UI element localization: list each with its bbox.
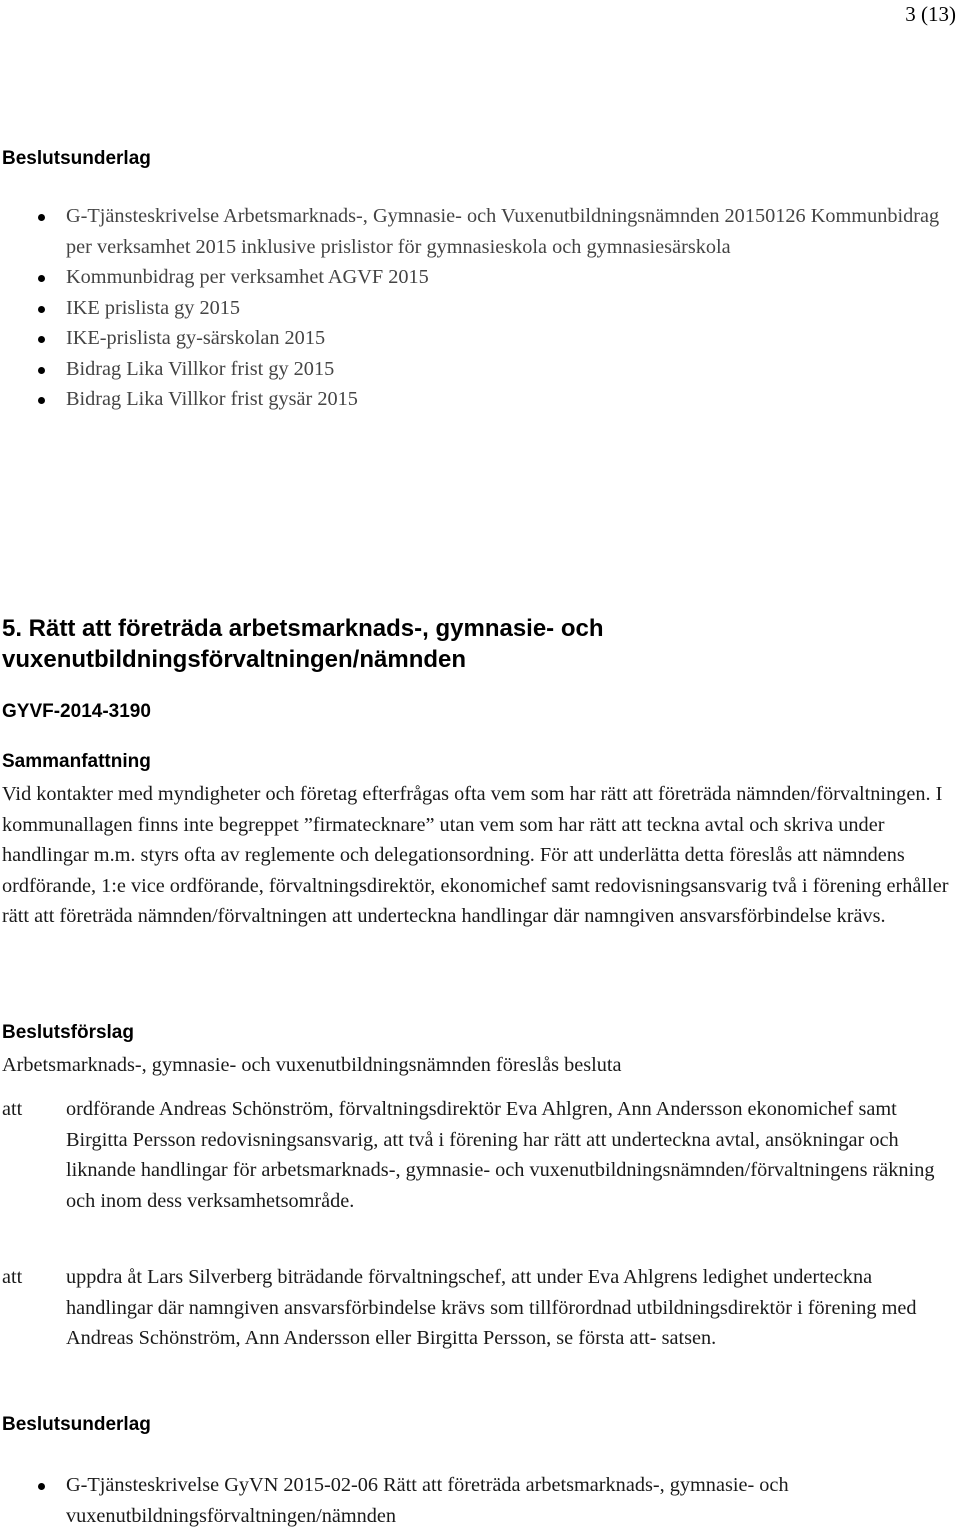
list-item: G-Tjänsteskrivelse GyVN 2015-02-06 Rätt att företräda arbetsmarknads-, gymnasie- och vuxenutbildningsförvaltningen/nämnden (2, 1470, 957, 1531)
proposal-intro: Arbetsmarknads-, gymnasie- och vuxenutbildningsnämnden föreslås besluta (2, 1054, 622, 1076)
section-heading-beslutsunderlag: Beslutsunderlag (2, 148, 151, 169)
list-item: Kommunbidrag per verksamhet AGVF 2015 (2, 262, 957, 293)
att-label: att (2, 1266, 23, 1288)
list-item: Bidrag Lika Villkor frist gy 2015 (2, 354, 957, 385)
list-item: Bidrag Lika Villkor frist gysär 2015 (2, 384, 957, 415)
att-text: uppdra åt Lars Silverberg biträdande förvaltningschef, att under Eva Ahlgrens ledighet underteckna handlingar där namngiven ansvarsförbindelse krävs som tillförordnad utbildningsdirektör i förening med Andreas Schönström, Ann Andersson eller Birgitta Persson, se första att- satsen. (66, 1266, 917, 1349)
page-number: 3 (13) (905, 2, 956, 26)
summary-heading: Sammanfattning (2, 751, 151, 772)
decision-basis-list-2 (2, 1470, 957, 1531)
section-title: 5. Rätt att företräda arbetsmarknads-, gymnasie- och vuxenutbildningsförvaltningen/nämnden (2, 615, 604, 673)
att-label: att (2, 1098, 23, 1120)
list-item: G-Tjänsteskrivelse Arbetsmarknads-, Gymnasie- och Vuxenutbildningsnämnden 20150126 Kommunbidrag per verksamhet 2015 inklusive prislistor för gymnasieskola och gymnasiesärskola (2, 201, 957, 262)
case-number: GYVF-2014-3190 (2, 701, 151, 722)
att-clause (2, 1262, 957, 1354)
list-item: IKE prislista gy 2015 (2, 293, 957, 324)
att-clause (2, 1094, 957, 1216)
list-item: IKE-prislista gy-särskolan 2015 (2, 323, 957, 354)
att-text: ordförande Andreas Schönström, förvaltningsdirektör Eva Ahlgren, Ann Andersson ekonomichef samt Birgitta Persson redovisningsansvarig, att två i förening har rätt att underteckna avtal, ansökningar och liknande handlingar för arbetsmarknads-, gymnasie- och vuxenutbildningsnämnden/förvaltningens räkning och inom dess verksamhetsområde. (66, 1098, 935, 1212)
decision-basis-list (2, 201, 957, 415)
decision-basis-heading: Beslutsunderlag (2, 1414, 151, 1435)
summary-text: Vid kontakter med myndigheter och företag efterfrågas ofta vem som har rätt att företräda nämnden/förvaltningen. I kommunallagen finns inte begreppet ”firmatecknare” utan vem som har rätt att teckna avtal och skriva under handlingar m.m. styrs ofta av reglemente och delegationsordning. För att underlätta detta föreslås att nämndens ordförande, 1:e vice ordförande, förvaltningsdirektör, ekonomichef samt redovisningsansvarig två i förening erhåller rätt att företräda nämnden/förvaltningen att underteckna handlingar där namngiven ansvarsförbindelse krävs. (2, 783, 949, 927)
proposal-heading: Beslutsförslag (2, 1022, 134, 1043)
